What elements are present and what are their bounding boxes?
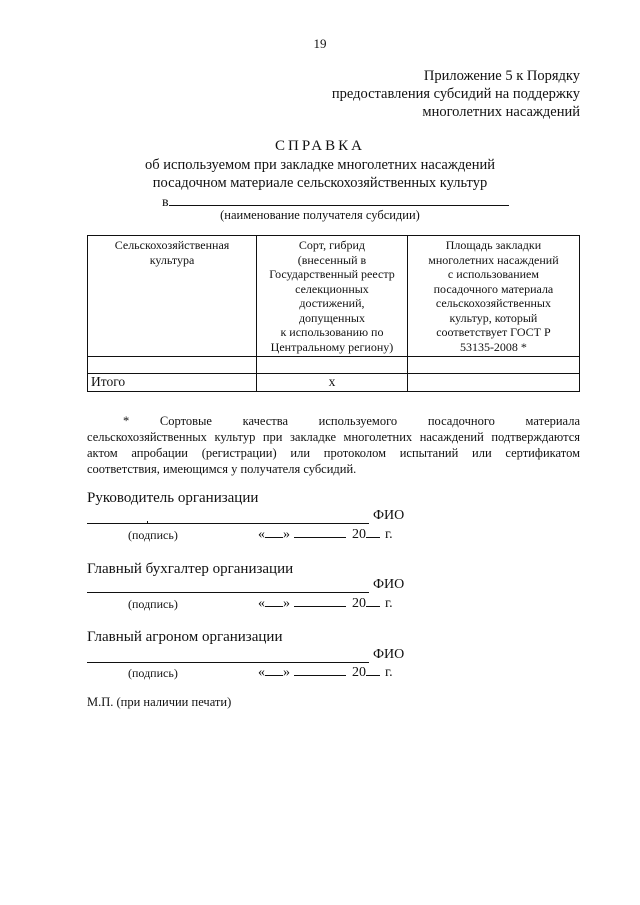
table-header-row	[88, 236, 580, 357]
recipient-prefix: в	[162, 195, 169, 210]
signature-title-accountant: Главный бухгалтер организации	[87, 561, 294, 577]
signature-title-agronomist: Главный агроном организации	[87, 629, 283, 645]
recipient-caption: (наименование получателя субсидии)	[220, 208, 420, 222]
date-field[interactable]: « » 20 г.	[258, 596, 393, 611]
total-area-cell[interactable]	[407, 374, 579, 392]
date-field[interactable]: « » 20 г.	[258, 527, 393, 542]
appendix-header	[332, 67, 580, 121]
document-subtitle	[0, 156, 640, 192]
subtitle-line: об используемом при закладке многолетних насаждений	[145, 157, 495, 173]
table-cell[interactable]	[88, 357, 257, 374]
total-label: Итого	[88, 374, 257, 392]
appendix-line: Приложение 5 к Порядку	[423, 68, 580, 84]
fio-label: ФИО	[373, 577, 405, 592]
total-variety-cell: x	[257, 374, 408, 392]
signature-line-director[interactable]	[87, 522, 369, 524]
table-cell[interactable]	[257, 357, 408, 374]
appendix-line: многолетних насаждений	[422, 104, 580, 120]
date-field[interactable]: « » 20 г.	[258, 665, 393, 680]
header-area: Площадь закладки многолетних насаждений с использованием посадочного материала сельскохозяйственных культур, который соответствует ГОСТ Р 53135-2008 *	[407, 236, 579, 357]
signature-caption: (подпись)	[128, 597, 178, 611]
data-table	[87, 235, 580, 392]
footnote	[87, 413, 580, 477]
appendix-line: предоставления субсидий на поддержку	[331, 86, 580, 102]
recipient-blank-line	[169, 193, 509, 206]
signature-caption: (подпись)	[128, 528, 178, 542]
header-culture: Сельскохозяйственная культура	[88, 236, 257, 357]
signature-title-director: Руководитель организации	[87, 490, 259, 506]
page-number: 19	[313, 36, 327, 51]
signature-caption: (подпись)	[128, 666, 178, 680]
stamp-note: М.П. (при наличии печати)	[87, 695, 232, 709]
table-total-row	[88, 374, 580, 392]
footnote-text: сельскохозяйственных культур при закладке многолетних насаждений подтверждаются актом апробации (регистрации) или протоколом испытаний или сертификатом соответствия, имеющимся у получателя субсидий.	[87, 430, 580, 476]
signature-line-accountant[interactable]	[87, 591, 369, 593]
header-variety: Сорт, гибрид (внесенный в Государственный реестр селекционных достижений, допущенных к использованию по Центральному региону)	[257, 236, 408, 357]
document-title: СПРАВКА	[275, 138, 365, 154]
table-row	[88, 357, 580, 374]
subtitle-line: посадочном материале сельскохозяйственных культур	[152, 175, 488, 191]
fio-label: ФИО	[373, 647, 405, 662]
fio-label: ФИО	[373, 508, 405, 523]
footnote-first-line: * Сортовые качества используемого посадочного материала	[123, 414, 580, 428]
table-cell[interactable]	[407, 357, 579, 374]
signature-line-agronomist[interactable]	[87, 661, 369, 663]
